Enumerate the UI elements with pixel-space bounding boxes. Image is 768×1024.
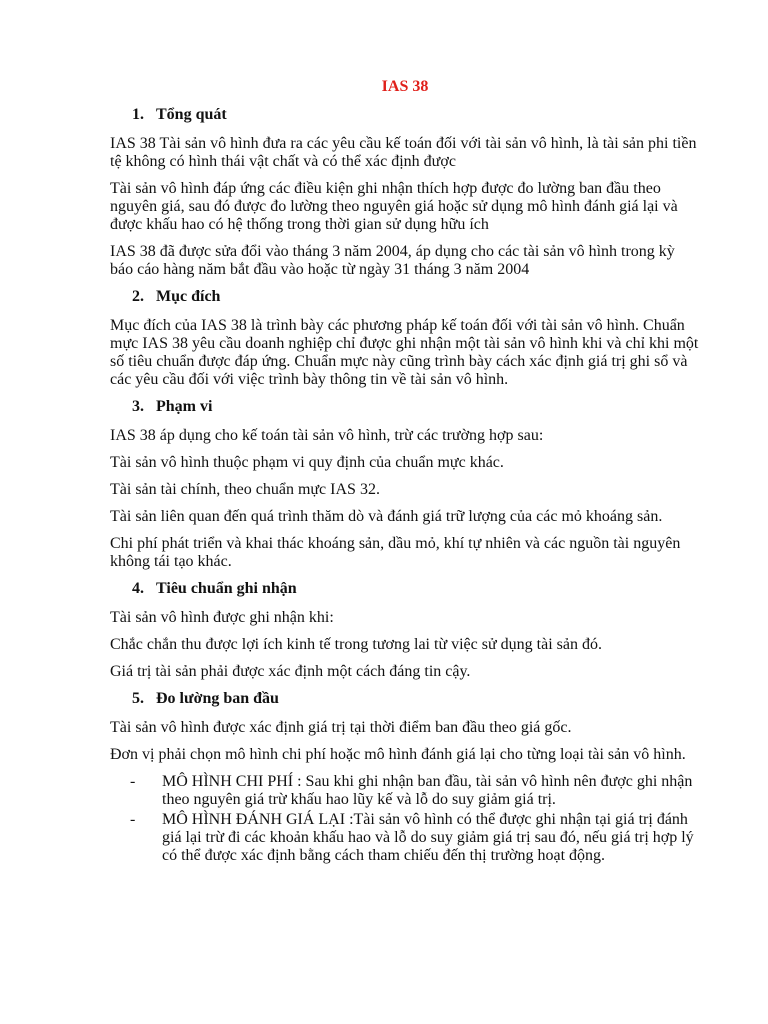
paragraph: Tài sản vô hình thuộc phạm vi quy định của chuẩn mực khác. — [110, 454, 504, 471]
section-title: Mục đích — [156, 288, 221, 305]
dash-marker: - — [130, 811, 136, 828]
section-number: 1. — [132, 106, 144, 123]
paragraph: Tài sản vô hình đáp ứng các điều kiện ghi nhận thích hợp được đo lường ban đầu theo nguyên giá, sau đó được đo lường theo nguyên giá hoặc sử dụng mô hình đánh giá lại và được khấu hao có hệ thống trong thời gian sử dụng hữu ích — [110, 180, 678, 233]
list-item-text: MÔ HÌNH ĐÁNH GIÁ LẠI :Tài sản vô hình có thể được ghi nhận tại giá trị đánh giá lại trừ đi các khoản khấu hao và lỗ do suy giảm giá trị sau đó, nếu giá trị hợp lý có thể được xác định bằng cách tham chiếu đến thị trường hoạt động. — [162, 811, 694, 864]
paragraph: Mục đích của IAS 38 là trình bày các phương pháp kế toán đối với tài sản vô hình. Chuẩn mực IAS 38 yêu cầu doanh nghiệp chỉ được ghi nhận một tài sản vô hình khi và chỉ khi một số tiêu chuẩn được đáp ứng. Chuẩn mực này cũng trình bày cách xác định giá trị ghi sổ và các yêu cầu đối với việc trình bày thông tin về tài sản vô hình. — [110, 317, 699, 388]
section-number: 5. — [132, 690, 144, 707]
document-title: IAS 38 — [381, 78, 429, 95]
paragraph: Tài sản tài chính, theo chuẩn mực IAS 32. — [110, 481, 380, 498]
paragraph: Giá trị tài sản phải được xác định một cách đáng tin cậy. — [110, 663, 471, 680]
paragraph: Tài sản vô hình được ghi nhận khi: — [110, 609, 334, 626]
paragraph: Chi phí phát triển và khai thác khoáng sản, dầu mỏ, khí tự nhiên và các nguồn tài nguyên không tái tạo khác. — [110, 535, 681, 570]
section-heading — [110, 398, 700, 416]
dash-marker: - — [130, 773, 136, 790]
paragraph: Đơn vị phải chọn mô hình chi phí hoặc mô hình đánh giá lại cho từng loại tài sản vô hình. — [110, 746, 686, 763]
section-number: 3. — [132, 398, 144, 415]
paragraph: Chắc chắn thu được lợi ích kinh tế trong tương lai từ việc sử dụng tài sản đó. — [110, 636, 602, 653]
section-title: Đo lường ban đầu — [156, 690, 279, 707]
section-title: Tiêu chuẩn ghi nhận — [156, 580, 297, 597]
section-number: 4. — [132, 580, 144, 597]
paragraph: Tài sản liên quan đến quá trình thăm dò và đánh giá trữ lượng của các mỏ khoáng sản. — [110, 508, 663, 525]
section-heading — [110, 690, 700, 708]
section-heading — [110, 580, 700, 598]
list-item-text: MÔ HÌNH CHI PHÍ : Sau khi ghi nhận ban đầu, tài sản vô hình nên được ghi nhận theo nguyên giá trừ khấu hao lũy kế và lỗ do suy giảm giá trị. — [162, 773, 693, 808]
section-title: Tổng quát — [156, 106, 227, 123]
section-heading — [110, 106, 700, 124]
paragraph: IAS 38 áp dụng cho kế toán tài sản vô hình, trừ các trường hợp sau: — [110, 427, 544, 444]
paragraph: IAS 38 đã được sửa đổi vào tháng 3 năm 2004, áp dụng cho các tài sản vô hình trong kỳ báo cáo hàng năm bắt đầu vào hoặc từ ngày 31 tháng 3 năm 2004 — [110, 243, 675, 278]
paragraph: IAS 38 Tài sản vô hình đưa ra các yêu cầu kế toán đối với tài sản vô hình, là tài sản phi tiền tệ không có hình thái vật chất và có thể xác định được — [110, 135, 697, 170]
list-item — [130, 811, 700, 865]
paragraph: Tài sản vô hình được xác định giá trị tại thời điểm ban đầu theo giá gốc. — [110, 719, 572, 736]
section-number: 2. — [132, 288, 144, 305]
bullet-list — [110, 773, 700, 865]
section-heading — [110, 288, 700, 306]
list-item — [130, 773, 700, 809]
section-title: Phạm vi — [156, 398, 213, 415]
document-page — [110, 70, 700, 867]
